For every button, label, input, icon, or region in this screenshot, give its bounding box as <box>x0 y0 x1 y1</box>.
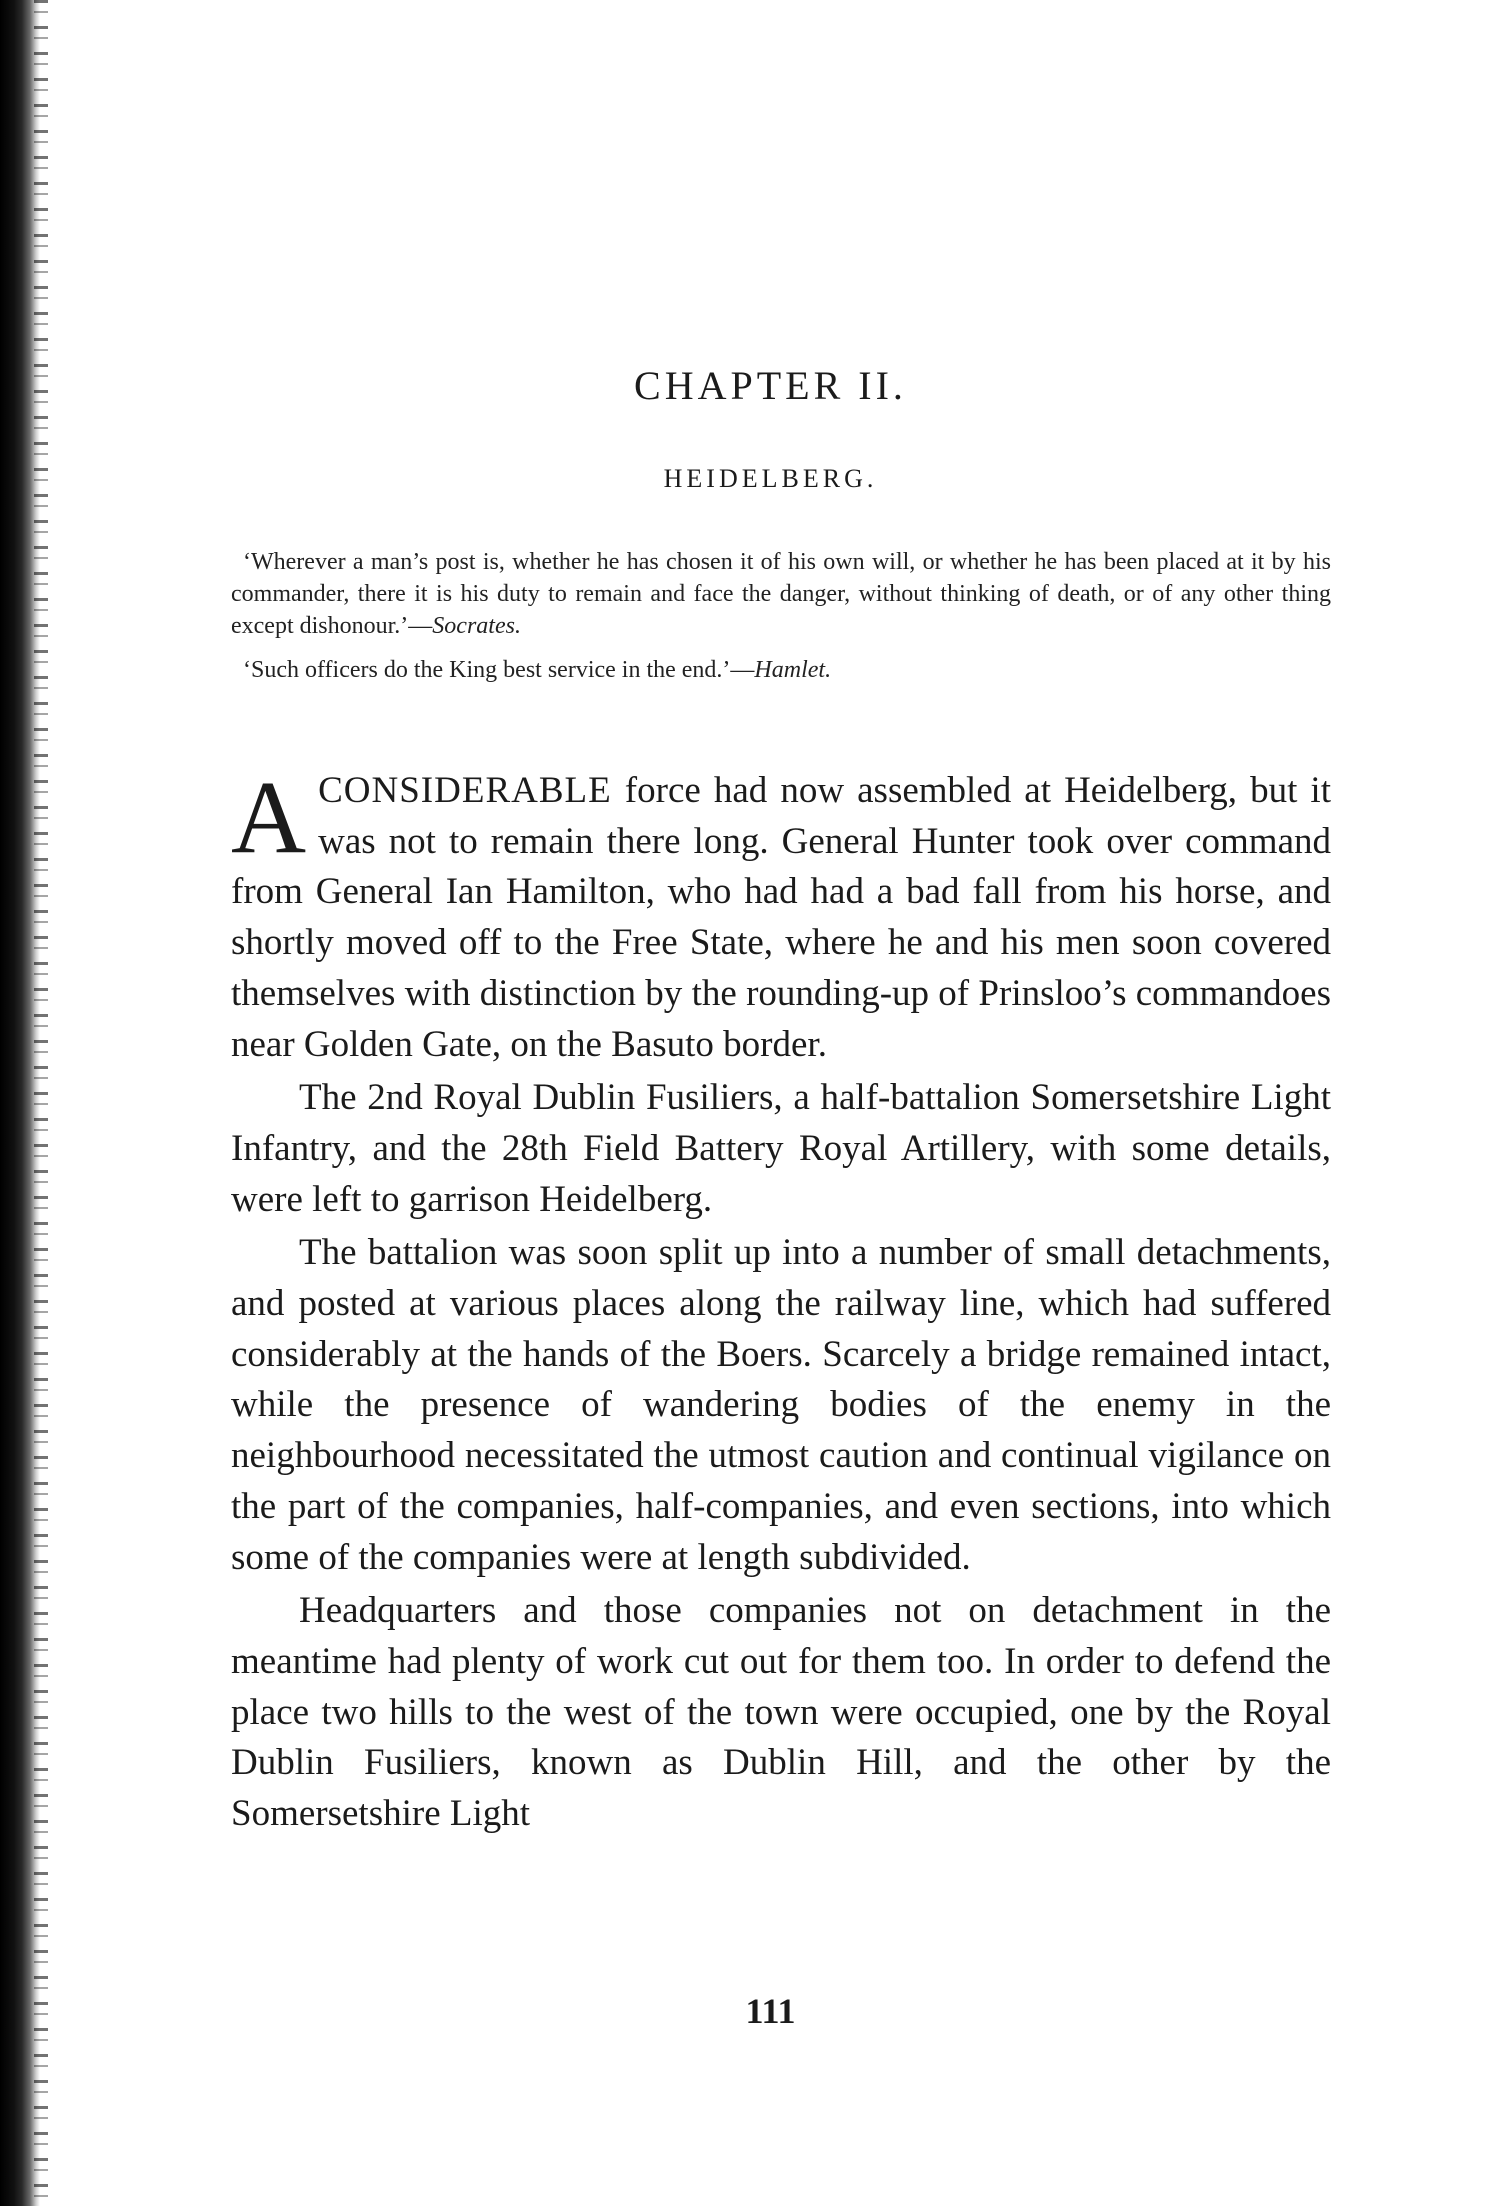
binding-edge-texture <box>34 0 48 2206</box>
chapter-subtitle: HEIDELBERG. <box>663 464 878 493</box>
paragraph: The 2nd Royal Dublin Fusiliers, a half-battalion Somersetshire Light Infantry, and the 28th Field Battery Royal Artillery, with some details, were left to garrison Heidelberg. <box>231 1077 1331 1220</box>
paragraph: The battalion was soon split up into a number of small detachments, and posted at various places along the railway line, which had suffered considerably at the hands of the Boers. Scarcely a bridge remained intact, while the presence of wandering bodies of the enemy in the neighbourhood necessitated the utmost caution and continual vigilance on the part of the companies, half-companies, and even sections, into which some of the companies were at length subdivided. <box>231 1232 1331 1578</box>
paragraph: Headquarters and those companies not on detachment in the meantime had plenty of work cut out for them too. In order to defend the place two hills to the west of the town were occupied, one by the Royal Dublin Fusiliers, known as Dublin Hill, and the other by the Somersetshire Light <box>231 1590 1331 1835</box>
epigraph-quote: ‘Such officers do the King best service in the end.’— <box>243 657 755 683</box>
epigraph-quote: ‘Wherever a man’s post is, whether he has chosen it of his own will, or whether he has been placed at it by his commander, there it is his duty to remain and face the danger, without thinking of death, or of any other thing except dishonour.’— <box>231 549 1331 639</box>
drop-cap: A <box>231 760 307 875</box>
epigraph <box>231 546 1331 642</box>
epigraph-source: Socrates. <box>432 613 521 639</box>
epigraph-source: Hamlet. <box>754 657 832 683</box>
chapter-title: CHAPTER II. <box>634 363 907 408</box>
epigraph <box>231 654 1331 686</box>
lead-in: CONSIDERABLE <box>318 770 612 811</box>
page-number: 111 <box>745 1991 796 2031</box>
paragraph-text: force had now assembled at Heidelberg, but it was not to remain there long. General Hunter took over command from General Ian Hamilton, who had had a bad fall from his horse, and shortly moved off to the Free State, where he and his men soon covered themselves with distinction by the rounding-up of Prinsloo’s commandoes near Golden Gate, on the Basuto border. <box>231 770 1331 1065</box>
chapter-body <box>231 760 1331 1843</box>
paragraph <box>231 760 1331 1070</box>
epigraphs <box>231 546 1331 698</box>
